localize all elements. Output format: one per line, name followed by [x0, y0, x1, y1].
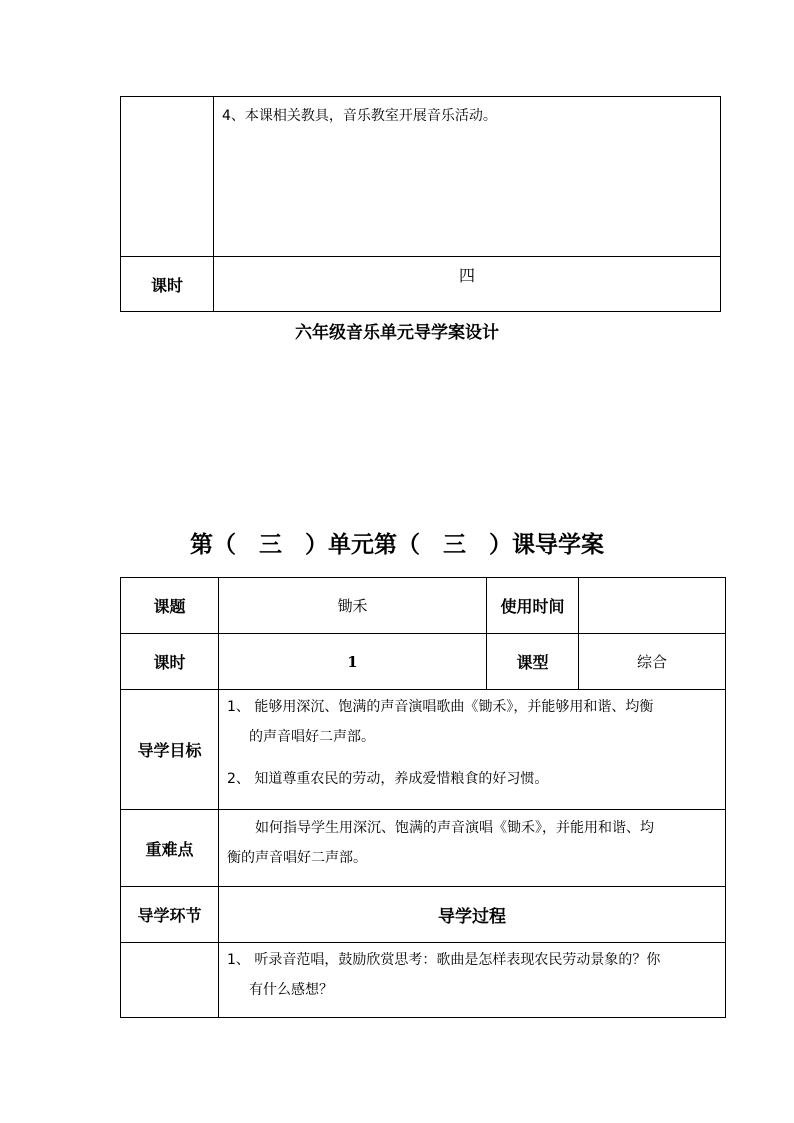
step-label: 导学环节	[121, 887, 219, 943]
page-title: 第（ 三 ）单元第（ 三 ）课导学案	[190, 532, 604, 558]
materials-table	[120, 96, 721, 312]
goals-content	[219, 690, 725, 794]
lesson-table	[120, 577, 726, 1018]
difficulty-cell	[219, 810, 726, 887]
difficulty-label: 重难点	[121, 810, 219, 887]
goal-1-line-2: 的声音唱好二声部。	[249, 729, 375, 745]
goal-1-line-1: 1、 能够用深沉、饱满的声音演唱歌曲《锄禾》，并能够用和谐、均衡	[227, 699, 654, 715]
type-label: 课型	[487, 634, 579, 690]
process-label: 导学过程	[219, 887, 726, 943]
materials-cell	[214, 97, 721, 257]
hours-value: 四	[458, 266, 475, 285]
step-1-line-1: 1、 听录音范唱，鼓励欣赏思考：歌曲是怎样表现农民劳动景象的？你	[227, 952, 661, 968]
type-value: 综合	[579, 634, 726, 690]
goals-cell	[219, 690, 726, 810]
time-label: 使用时间	[487, 578, 579, 634]
empty-label-cell	[121, 97, 214, 257]
goals-label: 导学目标	[121, 690, 219, 810]
goal-2: 2、 知道尊重农民的劳动，养成爱惜粮食的好习惯。	[227, 771, 549, 787]
topic-value: 锄禾	[219, 578, 487, 634]
step-1-content	[219, 943, 725, 1005]
hours-label: 课时	[121, 257, 214, 312]
time-value	[579, 578, 726, 634]
difficulty-content	[219, 810, 725, 873]
hours-value-cell	[214, 257, 721, 312]
difficulty-line-1: 如何指导学生用深沉、饱满的声音演唱《锄禾》，并能用和谐、均	[255, 820, 654, 836]
page-subtitle: 六年级音乐单元导学案设计	[295, 323, 499, 343]
hours-value-2: 1	[219, 634, 487, 690]
empty-step-cell	[121, 943, 219, 1018]
topic-label: 课题	[121, 578, 219, 634]
materials-text: 4、本课相关教具，音乐教室开展音乐活动。	[222, 108, 497, 124]
difficulty-line-2: 衡的声音唱好二声部。	[227, 850, 367, 866]
hours-label-2: 课时	[121, 634, 219, 690]
step-1-cell	[219, 943, 726, 1018]
step-1-line-2: 有什么感想？	[249, 982, 333, 998]
